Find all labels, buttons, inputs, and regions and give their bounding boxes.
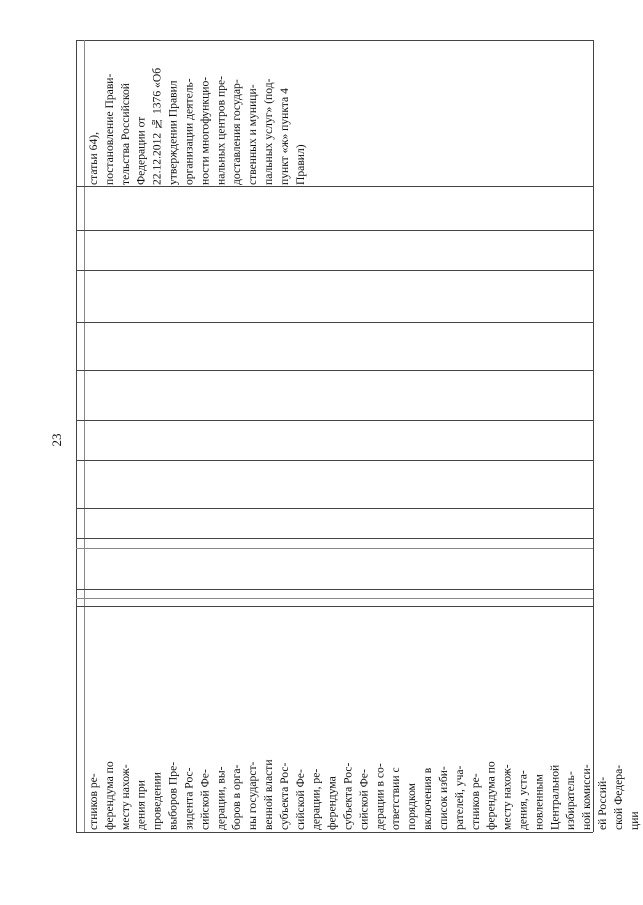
- row-divider: [76, 589, 593, 590]
- legal-basis-cell-text: статьи 64), постановление Прави- тельства Российской Федерации от 22.12.2012 № 1376 «Об утверждении Правил организации деятель- ности многофункцио- нальных центров пре- доставления государ- ственных и муници- пальных услуг» (под- пункт «ж» пункта 4 Правил): [87, 67, 307, 185]
- column-divider: [84, 40, 85, 832]
- description-cell-text: стников ре- ферендума по месту нахож- дения при проведении выборов Пре- зидента Рос- сийской Фе- дерации, вы- боров в орга- ны государст- венной власти субъекта Рос- сийской Фе- дерации, ре- ферендума субъекта Рос- сийской Фе- дерации в со- ответствии с порядком включения в список изби- рателей, уча- стников ре- ферендума по месту нахож- дения, уста- новленным Центральной избиратель- ной комисси- ей Россий- ской Федера- ции: [87, 759, 641, 830]
- table-border-left: [76, 40, 77, 832]
- row-divider: [76, 270, 593, 271]
- row-divider: [76, 508, 593, 509]
- row-divider: [76, 186, 593, 187]
- row-divider: [76, 322, 593, 323]
- page-number: 23: [49, 433, 64, 447]
- row-divider: [76, 598, 593, 599]
- row-divider: [76, 548, 593, 549]
- row-divider: [76, 538, 593, 539]
- table-border-bottom: [76, 832, 593, 833]
- table-border-top: [76, 40, 593, 41]
- row-divider: [76, 370, 593, 371]
- row-divider: [76, 460, 593, 461]
- row-divider: [76, 230, 593, 231]
- row-divider: [76, 606, 593, 607]
- row-divider: [76, 420, 593, 421]
- table-border-right: [593, 40, 594, 832]
